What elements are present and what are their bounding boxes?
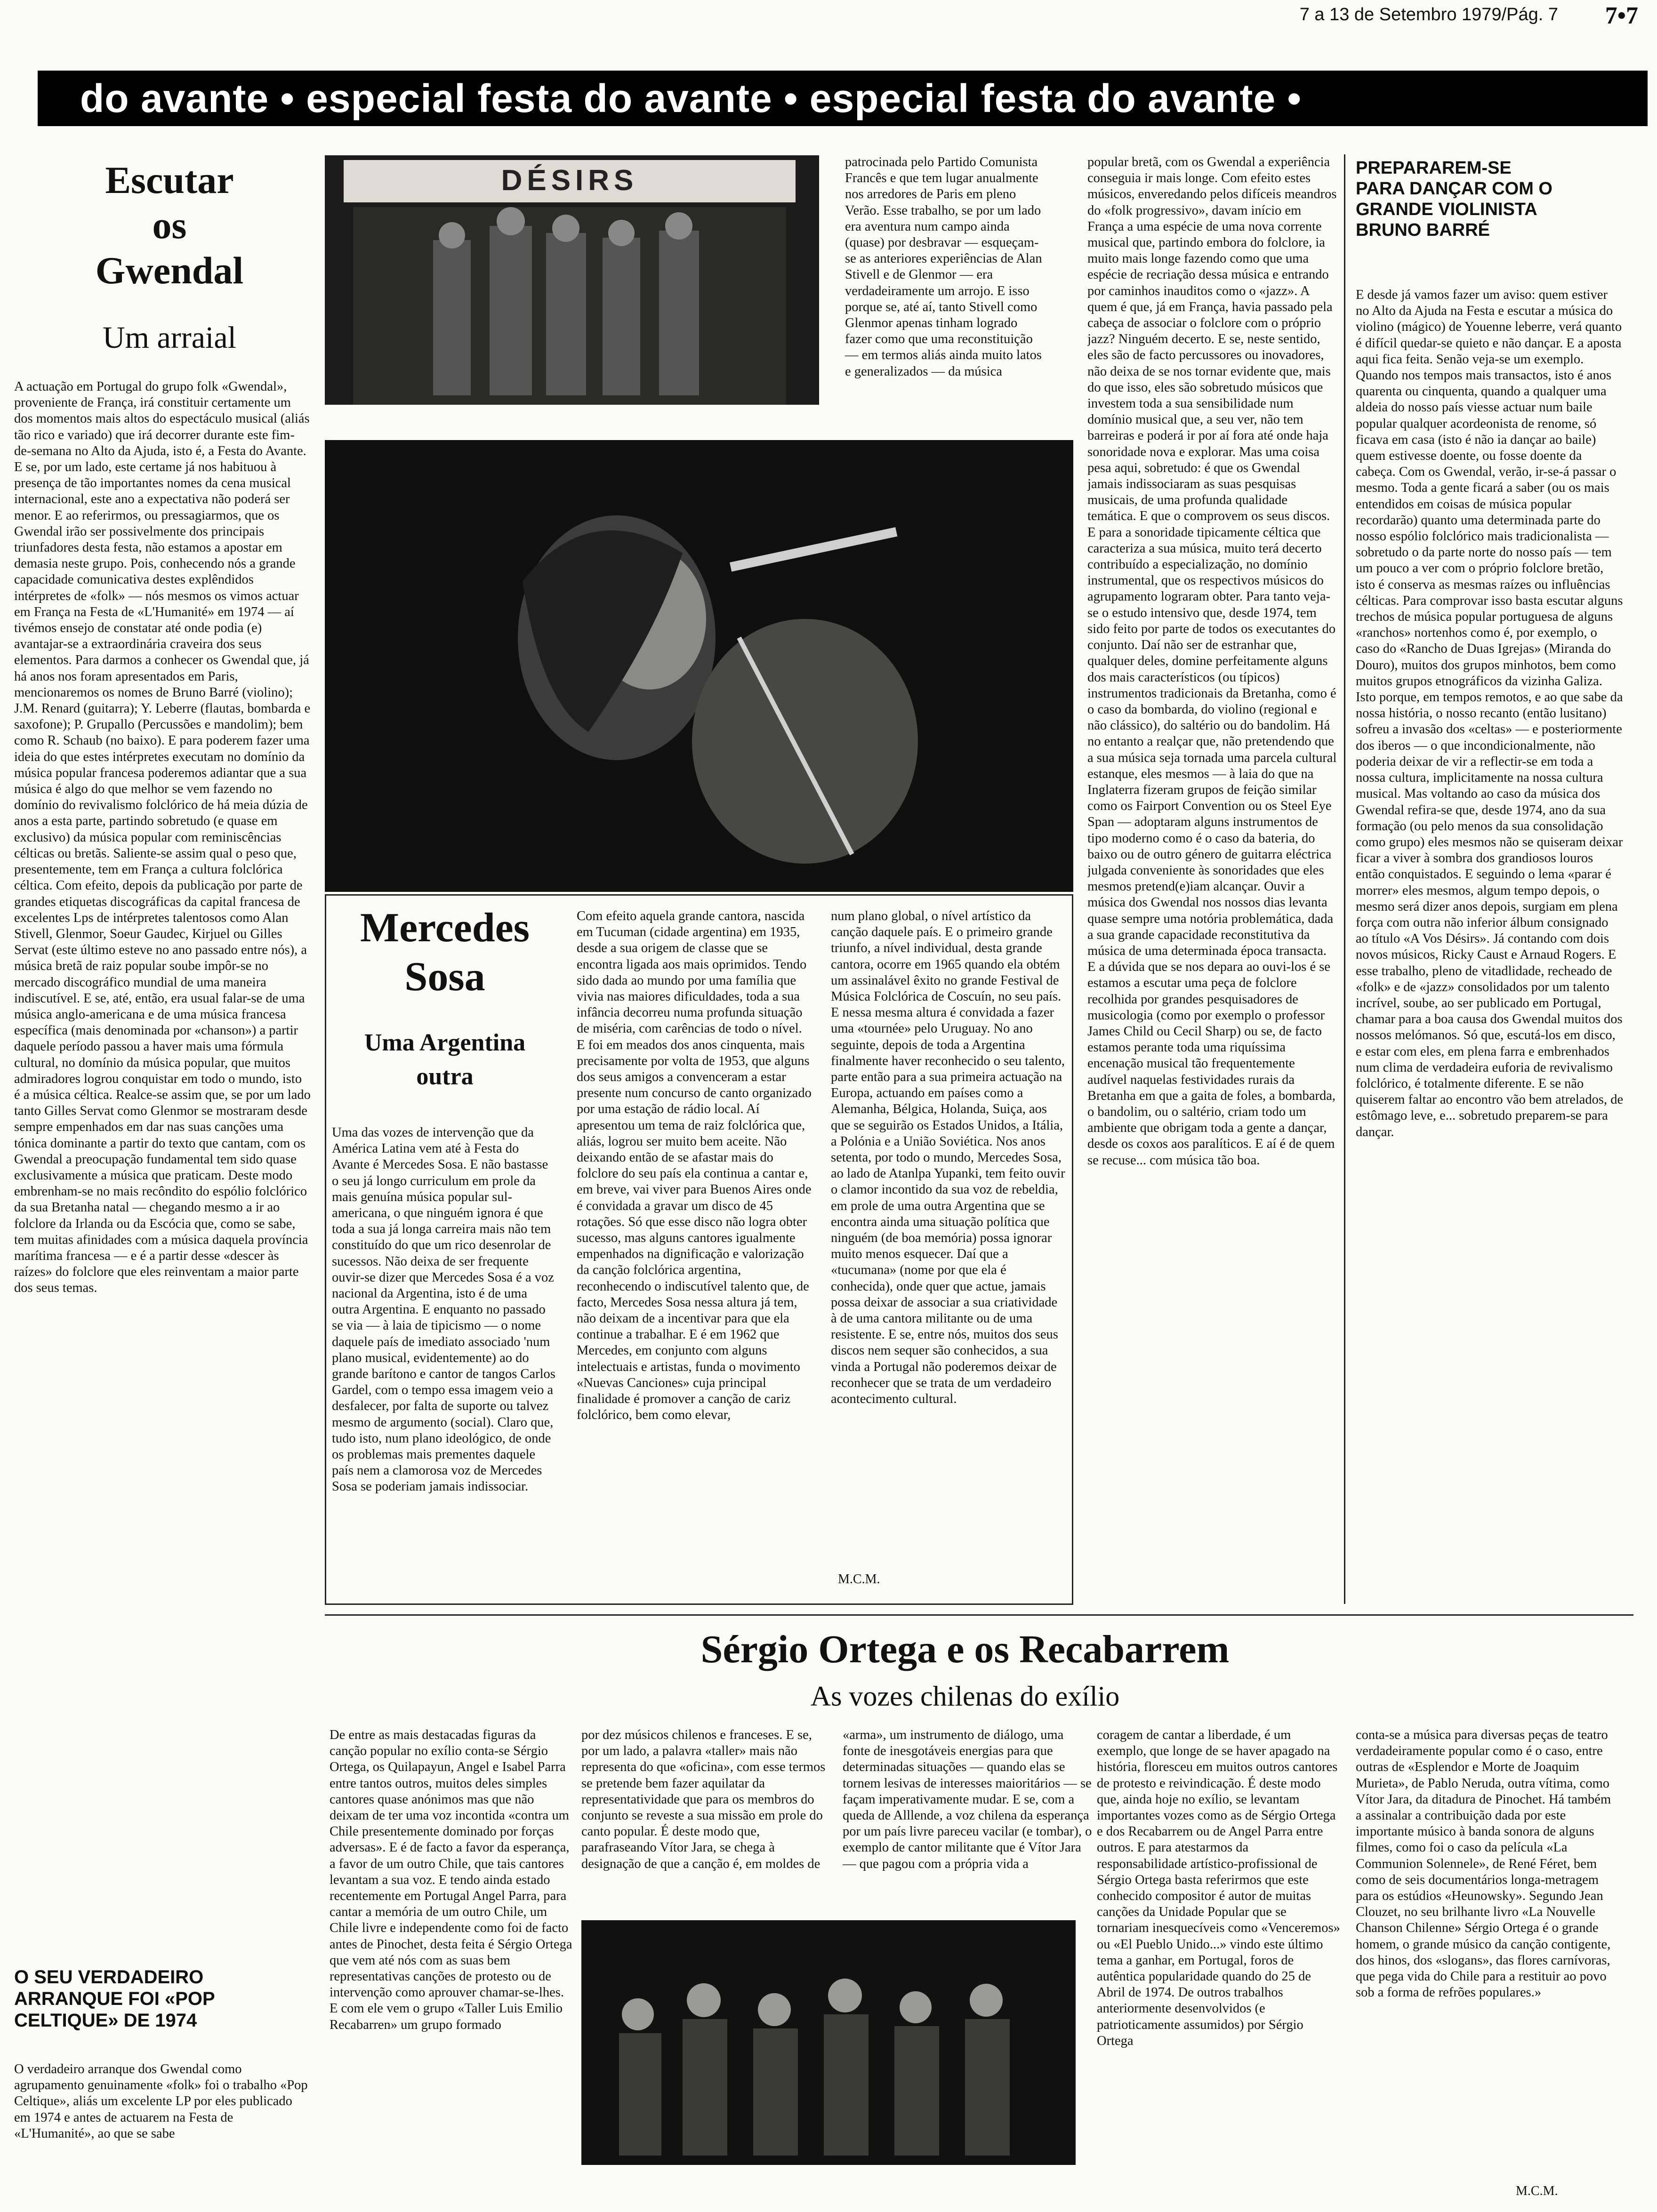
ortega-column-2 xyxy=(581,1727,831,1878)
ortega-body-3: «arma», um instrumento de diálogo, uma fonte de inesgotáveis energias para que determinadas situações — quando elas se tornem lesivas de interesses maioritários — se façam imperativamente mudar. E se, com a queda de Alllende, a voz chilena da esperança por um país livre pareceu vacilar (e tombar), o exemplo de cantor militante que é Vítor Jara — que pagou com a própria vida a xyxy=(843,1728,1092,1871)
mercedes-subtitle-line-1: Uma Argentina xyxy=(364,1029,526,1056)
ortega-body-1: De entre as mais destacadas figuras da canção popular no exílio conta-se Sérgio Ortega, os Quilapayun, Angel e Isabel Parra entre tantos outros, muitos deles simples cantores quase anónimos mas que não deixam de ter uma voz incontida «contra um Chile presentemente dominado por forças adversas». E é de facto a favor da esperança, a favor de um outro Chile, que tais cantores levantam a sua voz. E tendo ainda estado recentemente em Portugal Angel Parra, para cantar a memória de um outro Chile, um Chile livre e independente como foi de facto antes de Pinochet, desta feita é Sérgio Ortega que vem até nós com as suas bem representativas canções de protesto ou de intervenção como aprouver chamar-se-lhes. E com ele vem o grupo «Taller Luis Emilio Recabarren» um grupo formado xyxy=(330,1728,572,2032)
gwendal-column-5 xyxy=(1356,287,1624,1605)
gwendal-title-line-2: os xyxy=(152,204,187,247)
ortega-column-5 xyxy=(1356,1727,1619,2179)
ortega-body-4: coragem de cantar a liberdade, é um exemplo, que longe de se haver apagado na história, floresceu em muitos outros cantores de protesto e reivindicação. É deste modo que, ainda hoje no exílio, se levantam importantes vozes como as de Sérgio Ortega e dos Recabarrem ou de Angel Parra entre outros. E para atestarmos da responsabilidade artístico-profissional de Sérgio Ortega basta referirmos que este conhecido compositor é autor de muitas canções da Unidade Popular que se tornariam inesquecíveis como «Venceremos» ou «El Pueblo Unido...» vindo este último tema a ganhar, em Portugal, foros de autêntica popularidade quando do 25 de Abril de 1974. De outros trabalhos anteriormente desenvolvidos (e patrioticamente assumidos) por Sérgio Ortega xyxy=(1097,1728,1340,2048)
mercedes-subtitle-line-2: outra xyxy=(416,1063,474,1090)
mercedes-title-line-1: Mercedes xyxy=(360,905,530,951)
gwendal-title-line-3: Gwendal xyxy=(95,249,244,292)
mercedes-subtitle xyxy=(332,1026,558,1094)
gwendal-column-1b xyxy=(14,2061,311,2203)
mercedes-column-2 xyxy=(577,908,812,1595)
ortega-column-1 xyxy=(330,1727,574,2207)
ortega-photo xyxy=(581,1920,1076,2165)
gwendal-column-1 xyxy=(14,379,311,1956)
column-rule xyxy=(1344,154,1345,1604)
gwendal-body-4: popular bretã, com os Gwendal a experiência conseguia ir mais longe. Com efeito estes músicos, enveredando pelos difíceis meandros do «folk progressivo», davam início em França a uma espécie de uma nova corrente musical que, partindo embora do folclore, ia muito mais longe fazendo como que uma espécie de recriação dessa música e entrando por caminhos inauditos como o «jazz». A quem é que, já em França, havia passado pela cabeça de associar o folclore com o próprio jazz? Ninguém decerto. E se, neste sentido, eles são de facto percussores ou inovadores, não deixa de se nos tornar evidente que, mais do que isso, eles são sobretudo músicos que investem toda a sua sensibilidade num domínio musical que, a seu ver, não tem barreiras e poderá ir por aí fora até onde haja sonoridade nova e explorar. Mas uma coisa pesa aqui, sobretudo: é que os Gwendal jamais indissociaram as suas pesquisas musicais, de uma profunda qualidade temática. E que o comprovem os seus discos. E para a sonoridade tipicamente céltica que caracteriza a sua música, muito terá decerto contribuído a especialização, no domínio instrumental, que os respectivos músicos do agrupamento lograram obter. Para tanto veja-se o estudo intensivo que, desde 1974, tem sido feito por parte de todos os executantes do conjunto. Daí não ser de estranhar que, qualquer deles, domine perfeitamente alguns dos mais característicos (ou típicos) instrumentos tradicionais da Bretanha, como é o caso da bombarda, do violino (regional e não clássico), do saltério ou do bandolim. Há no entanto a realçar que, não pretendendo que a sua música seja tornada uma parcela cultural estanque, eles mesmos — à laia do que na Inglaterra fizeram grupos de feição similar como os Fairport Convention ou os Steel Eye Span — adoptaram alguns instrumentos de tipo moderno como é o caso da bateria, do baixo ou de outro género de guitarra eléctrica julgada conveniente às sonoridades que eles mesmos pretend(e)iam alcançar. Ouvir a música dos Gwendal nos nossos dias levanta quase sempre uma notória problemática, dada a sua grande capacidade reconstitutiva da música de uma determinada época transacta. E a dúvida que se nos depara ao ouvi-los é se estamos a escutar uma peça de folclore recolhida por grandes pesquisadores de musicologia (como por exemplo o professor James Child ou Cecil Sharp) ou se, de facto estamos perante toda uma riquíssima encenação musical tão frequentemente audível naquelas festividades rurais da Bretanha em que a gaita de foles, a bombarda, o bandolim, ou o saltério, criam todo um ambiente que obrigam toda a gente a dançar, desde os coxos aos paralíticos. E aí é de quem se recuse... com música tão boa. xyxy=(1087,155,1337,1168)
ortega-subtitle: As vozes chilenas do exílio xyxy=(810,1681,1120,1712)
ortega-body-5: conta-se a música para diversas peças de teatro verdadeiramente popular como é o caso, entre outras de «Esplendor e Morte de Joaquim Murieta», de Pablo Neruda, outra vítima, como Vítor Jara, da ditadura de Pinochet. Há também a assinalar a contribuição dada por este importante músico à banda sonora de alguns filmes, como foi o caso da película «La Communion Solennele», de René Féret, bem como de seis documentários longa-metragem para os estúdios «Heunowsky». Segundo Jean Clouzet, no seu brilhante livro «La Nouvelle Chanson Chilenne» Sérgio Ortega é o grande homem, o grande músico da canção contigente, dos hinos, dos «slogans», das flores carnívoras, que pega vida do Chile para a restituir ao povo sob a forma de refrões populares.» xyxy=(1356,1728,1611,2000)
ortega-signature: M.C.M. xyxy=(1516,2184,1558,2198)
photo-sign-text: DÉSIRS xyxy=(501,164,638,197)
mercedes-body-1: Uma das vozes de intervenção que da América Latina vem até à Festa do Avante é Mercedes Sosa. E não bastasse o seu já longo curriculum em prole da mais genuína música popular sul-americana, o que ninguém ignora é que toda a sua já longa carreira mais não tem constituído do que um rico desenrolar de sucessos. Não deixa de ser frequente ouvir-se dizer que Mercedes Sosa é a voz nacional da Argentina, isto é de uma outra Argentina. E enquanto no passado se via — à laia de tipicismo — o nome daquele país de imediato associado 'num plano musical, evidentemente) ao do grande barítono e cantor de tangos Carlos Gardel, com o tempo essa imagem veio a desfalecer, por falta de suporte ou talvez mesmo de argumento (social). Claro que, tudo isto, num plano ideológico, de onde os problemas mais prementes daquele país nem a clamorosa voz de Mercedes Sosa se poderiam jamais indissociar. xyxy=(332,1125,555,1494)
band-photo xyxy=(325,155,819,405)
mercedes-title xyxy=(332,904,558,1002)
gwendal-body-1b: O verdadeiro arranque dos Gwendal como agrupamento genuinamente «folk» foi o trabalho «Pop Celtique», aliás um excelente LP por eles publicado em 1974 e antes de actuarem na Festa de «L'Humanité», ao que se sabe xyxy=(14,2062,308,2141)
gwendal-section-head: O SEU VERDADEIRO ARRANQUE FOI «POP CELTIQUE» DE 1974 xyxy=(14,1967,215,2031)
section-banner: do avante • especial festa do avante • especial festa do avante • xyxy=(38,71,1648,126)
mercedes-body-2: Com efeito aquela grande cantora, nascida em Tucuman (cidade argentina) em 1935, desde a sua origem de classe que se encontra ligada aos mais oprimidos. Tendo sido dada ao mundo por uma família que vivia nas maiores dificuldades, toda a sua infância decorreu numa profunda situação de miséria, com carências de todo o nível. E foi em meados dos anos cinquenta, mais precisamente por volta de 1953, que alguns dos seus amigos a convenceram a estar presente num concurso de canto organizado por uma estação de rádio local. Aí apresentou um tema de raiz folclórica que, aliás, logrou ser muito bem aceite. Não deixando então de se afastar mais do folclore do seu país ela continua a cantar e, em breve, vai viver para Buenos Aires onde é convidada a gravar um disco de 45 rotações. Só que esse disco não logra obter sucesso, mas alguns cantores igualmente empenhados na dignificação e valorização da canção folclórica argentina, reconhecendo o indiscutível talento que, de facto, Mercedes Sosa nessa altura já tem, não deixam de a incentivar para que ela continue a trabalhar. E é em 1962 que Mercedes, em conjunto com alguns intelectuais e artistas, funda o movimento «Nuevas Canciones» cuja principal finalidade é promover a canção de cariz folclórico, bem como elevar, xyxy=(577,909,812,1423)
mercedes-photo xyxy=(325,440,1073,892)
ortega-body-2: por dez músicos chilenos e franceses. E se, por um lado, a palavra «taller» mais não representa do que «oficina», com esse termos se pretende bem fazer aquilatar da representatividade que para os membros do conjunto se reveste a sua missão em prole do canto popular. É deste modo que, parafraseando Vítor Jara, se chega à designação de que a canção é, em moldes de xyxy=(581,1728,826,1871)
mercedes-column-3 xyxy=(831,908,1066,1567)
date-page: 7 a 13 de Setembro 1979/Pág. 7 xyxy=(1299,5,1558,24)
mercedes-signature: M.C.M. xyxy=(838,1572,880,1587)
gwendal-title-line-1: Escutar xyxy=(105,159,234,201)
gwendal-column-3-top xyxy=(845,154,1047,409)
gwendal-subtitle: Um arraial xyxy=(102,321,236,355)
gwendal-title xyxy=(28,158,311,293)
mercedes-column-1 xyxy=(332,1125,558,1595)
gwendal-col5-head: PREPARAREM-SE PARA DANÇAR COM O GRANDE VIOLINISTA BRUNO BARRÉ xyxy=(1356,158,1552,240)
gwendal-column-4 xyxy=(1087,154,1337,1604)
gwendal-body-5: E desde já vamos fazer um aviso: quem estiver no Alto da Ajuda na Festa e escutar a música do violino (mágico) de Youenne leberre, verá quanto é difícil quedar-se quieto e não dançar. E a aposta aqui fica feita. Senão veja-se um exemplo. Quando nos tempos mais transactos, isto é anos quarenta ou cinquenta, quando a qualquer uma aldeia do nosso país viesse actuar num baile popular qualquer acordeonista de renome, só ficava em casa (isto é não ia dançar ao baile) quem estivesse doente, ou fosse doente da cabeça. Com os Gwendal, verão, ir-se-á passar o mesmo. Toda a gente ficará a saber (ou os mais entendidos em coisas de música popular recordarão) quanto uma determinada parte do nosso espólio folclórico mais tradicionalista — sobretudo o da parte norte do nosso país — tem um pouco a ver com o próprio folclore bretão, isto é conserva as mesmas raízes ou influências célticas. Para comprovar isso basta escutar alguns trechos de música popular portuguesa de alguns «ranchos» nortenhos como é, por exemplo, o caso do «Rancho de Duas Igrejas» (Miranda do Douro), muitos dos grupos minhotos, bem como muitos grupos etnográficos da vizinha Galiza. Isto porque, em tempos remotos, e ao que sabe da nossa história, o nosso recanto (então lusitano) sofreu a invasão dos «celtas» — e posteriormente dos iberos — o que incondicionalmente, não poderia deixar de vir a reflectir-se em toda a nossa cultura, implicitamente na nossa cultura musical. Mas voltando ao caso da música dos Gwendal refira-se que, desde 1974, ano da sua formação (ou pelo menos da sua consolidação como grupo) eles mesmos não se quiseram deixar ficar a viver à sombra dos grandiosos louros então conquistados. E seguindo o lema «parar é morrer» eles mesmos, algum tempo depois, o mesmo será dizer anos depois, surgiam em plena força com outra não inferior álbum consignado ao título «A Vos Désirs». Já contando com dois novos músicos, Ricky Caust e Arnaud Rogers. E esse trabalho, pleno de vitadlidade, recheado de «folk» e de «jazz» consolidados por um talento incrível, soube, ao ser publicado em Portugal, chamar para a boa causa dos Gwendal muitos dos nossos melómanos. Só que, escutá-los em disco, e estar com eles, em plena farra e embrenhados num clima de verdadeira euforia de revivalismo folclórico, é totalmente diferente. E se não quiserem faltar ao encontro vão bem atrelados, de estômago leve, e... sobretudo preparem-se para dançar. xyxy=(1356,288,1624,1139)
gwendal-body-3-top: patrocinada pelo Partido Comunista Francês e que tem lugar anualmente nos arredores de Paris em pleno Verão. Esse trabalho, se por um lado era aventura num campo ainda (quase) por desbravar — esqueçam-se as anteriores experiências de Alan Stivell e de Glenmor — era verdadeiramente um arrojo. E isso porque se, até aí, tanto Stivell como Glenmor apenas tinham logrado fazer como que uma reconstituição — em termos aliás ainda muito latos e generalizados — da música xyxy=(845,155,1042,379)
ortega-title: Sérgio Ortega e os Recabarrem xyxy=(700,1627,1230,1671)
ortega-column-3 xyxy=(843,1727,1092,1934)
mercedes-body-3: num plano global, o nível artístico da canção daquele país. E o primeiro grande triunfo, a nível individual, desta grande cantora, ocorre em 1965 quando ela obtém um assinalável êxito no grande Festival de Música Folclórica de Coscuín, no seu país. E nessa mesma altura é convidada a fazer uma «tournée» pelo Uruguay. No ano seguinte, depois de toda a Argentina finalmente haver reconhecido o seu talento, parte então para a sua primeira actuação na Europa, actuando em países como a Alemanha, Bélgica, Holanda, Suiça, aos que se seguirão os Estados Unidos, a Itália, a Polónia e a União Soviética. Nos anos setenta, por todo o mundo, Mercedes Sosa, ao lado de Atanlpa Yupanki, tem feito ouvir o clamor incontido da sua voz de rebeldia, em prole de uma outra Argentina que se encontra ainda uma situação política que ninguém (de boa memória) possa ignorar muito menos esquecer. Daí que a «tucumana» (nome por que ela é conhecida), onde quer que actue, jamais possa deixar de associar a sua criatividade à de uma cantora militante ou de uma resistente. E se, entre nós, muitos dos seus discos nem sequer são conhecidos, a sua vinda a Portugal não poderemos deixar de reconhecer que se trata de um verdadeiro acontecimento cultural. xyxy=(831,909,1065,1407)
ortega-column-4 xyxy=(1097,1727,1342,2198)
publication-logo: 7•7 xyxy=(1605,2,1638,29)
section-divider xyxy=(325,1614,1633,1616)
gwendal-body-1: A actuação em Portugal do grupo folk «Gwendal», proveniente de França, irá constituir certamente um dos momentos mais altos do espectáculo musical (aliás tão rico e variado) que irá decorrer durante este fim-de-semana no Alto da Ajuda, isto é, a Festa do Avante. E se, por um lado, este certame já nos habituou à presença de tão importantes nomes da cena musical internacional, este ano a expectativa não poderá ser menor. E ao referirmos, ou pressagiarmos, que os Gwendal irão ser possivelmente dos principais triunfadores desta festa, não estamos a apostar em demasia neste grupo. Pois, conhecendo nós a grande capacidade comunicativa destes explêndidos intérpretes de «folk» — nós mesmos os vimos actuar em França na Festa de «L'Humanité» em 1974 — aí tivémos ensejo de constatar até onde podia (e) avantajar-se a extraordinária craveira dos seus elementos. Para darmos a conhecer os Gwendal que, já há anos nos foram apresentados em Paris, mencionaremos os nomes de Bruno Barré (violino); J.M. Renard (guitarra); Y. Leberre (flautas, bombarda e saxofone); P. Grupallo (Percussões e mandolim); bem como R. Schaub (no baixo). E para poderem fazer uma ideia do que estes intérpretes executam no domínio da música popular francesa poderemos adiantar que a sua música é algo do que melhor se vem fazendo no domínio do revivalismo folclórico de há meia dúzia de anos a esta parte, partindo sobretudo (e quase em exclusivo) da música popular com reminiscências célticas ou bretãs. Saliente-se assim qual o peso que, presentemente, tem em França a cultura folclórica céltica. Com efeito, depois da publicação por parte de grandes etiquetas discográficas da capital francesa de excelentes Lps de intérpretes talentosos como Alan Stivell, Glenmor, Soeur Gaudec, Kirjuel ou Gilles Servat (este último esteve no ano passado entre nós), a música bretã de raiz popular soube impôr-se no mercado discográfico mundial de uma maneira indiscutível. E se, até, então, era usual falar-se de uma música anglo-americana e de uma música francesa específica (mais denominada por «chanson») a partir daquele período passou a haver mais uma fórmula cultural, no domínio da música popular, que muitos admiradores logrou conquistar em todo o mundo, isto é a música céltica. Realce-se assim que, se por um lado tanto Gilles Servat como Glenmor se mostraram desde sempre empenhados em dar nas suas canções uma tónica dominante a partir do texto que cantam, com os Gwendal a preocupação fundamental tem sido quase exclusivamente a música que praticam. Deste modo embrenham-se no mais recôndito do espólio folclórico da sua Bretanha natal — chegando mesmo a ir ao folclore da Irlanda ou da Escócia que, como se sabe, tem muitas afinidades com a música daquela província marítima francesa — e é a partir desse «descer às raízes» do folclore que eles reinventam a maior parte dos seus temas. xyxy=(14,379,311,1296)
mercedes-title-line-2: Sosa xyxy=(404,954,485,1000)
